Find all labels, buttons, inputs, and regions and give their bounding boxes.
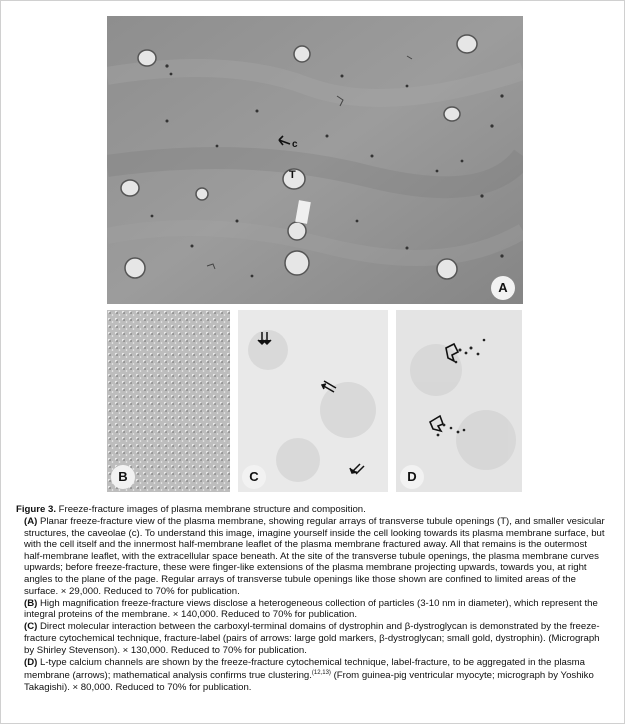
micrograph-a-image	[107, 16, 523, 304]
transverse-tubule-label: T	[289, 169, 296, 181]
panel-label-c: C	[242, 465, 266, 489]
caption-d-reference: (12,13)	[311, 670, 331, 677]
caption-a-text: Planar freeze-fracture view of the plasma membrane, showing regular arrays of transverse tubule openings (T), and smaller vesicular structures, the caveolae (c). To understand this image, imagine yourself inside the cell looking towards its plasma membrane surface, but with the cell itself and the innermost half-membrane leaflet of the plasma membrane fractured away. All that remains is the outermost half-membrane leaflet, with the extracellular space beneath. At the site of the transverse tubule openings, the plasma membrane curves upwards; before freeze-fracture, these were finger-like extensions of the plasma membrane projecting upwards, towards you, at right angles to the plane of the page. Regular arrays of transverse tubule openings like those shown are confined to limited areas of the surface. × 29,000. Reduced to 70% for publication.	[24, 516, 605, 597]
micrograph-panel-d	[396, 310, 522, 492]
panel-label-b: B	[111, 465, 135, 489]
caption-paragraph-d	[16, 657, 608, 694]
caption-b-tag: (B)	[24, 597, 38, 609]
caption-c-tag: (C)	[24, 621, 38, 633]
caveolae-label: c	[292, 139, 298, 150]
figure-number: Figure 3.	[16, 504, 56, 515]
caption-paragraph-b	[16, 598, 608, 621]
caption-a-tag: (A)	[24, 516, 38, 528]
caption-d-tag: (D)	[24, 656, 38, 668]
caption-paragraph-a	[16, 516, 608, 597]
micrograph-panel-b	[107, 310, 230, 492]
caption-paragraph-c	[16, 621, 608, 656]
caption-title-line	[16, 504, 608, 516]
micrograph-panel-c	[238, 310, 388, 492]
figure-caption	[16, 504, 608, 694]
caption-b-text: High magnification freeze-fracture views disclose a heterogeneous collection of particles (3-10 nm in diameter), which represent the integral proteins of the membrane. × 140,000. Reduced to 70% for publication.	[24, 597, 598, 621]
figure-title: Freeze-fracture images of plasma membrane structure and composition.	[58, 504, 366, 515]
micrograph-panel-a	[107, 16, 523, 304]
caption-d-text-2: (From guinea-pig ventricular myocyte; micrograph by Yoshiko Takagishi). × 80,000. Reduced to 70% for publication.	[24, 670, 594, 694]
panel-label-d: D	[400, 465, 424, 489]
caption-d-text-1: L-type calcium channels are shown by the freeze-fracture cytochemical technique, label-fracture, to be aggregated in the plasma membrane (arrows); mathematical analysis confirms true clustering.	[24, 656, 586, 682]
micrograph-c-image	[238, 310, 388, 492]
panel-label-a: A	[491, 276, 515, 300]
caption-c-text: Direct molecular interaction between the carboxyl-terminal domains of dystrophin and β-dystroglycan is demonstrated by the freeze-fracture cytochemical technique, fracture-label (pairs of arrows: large gold markers, β-dystroglycan; small gold, dystrophin). (Micrograph by Shirley Stevenson). × 130,000. Reduced to 70% for publication.	[24, 621, 600, 656]
